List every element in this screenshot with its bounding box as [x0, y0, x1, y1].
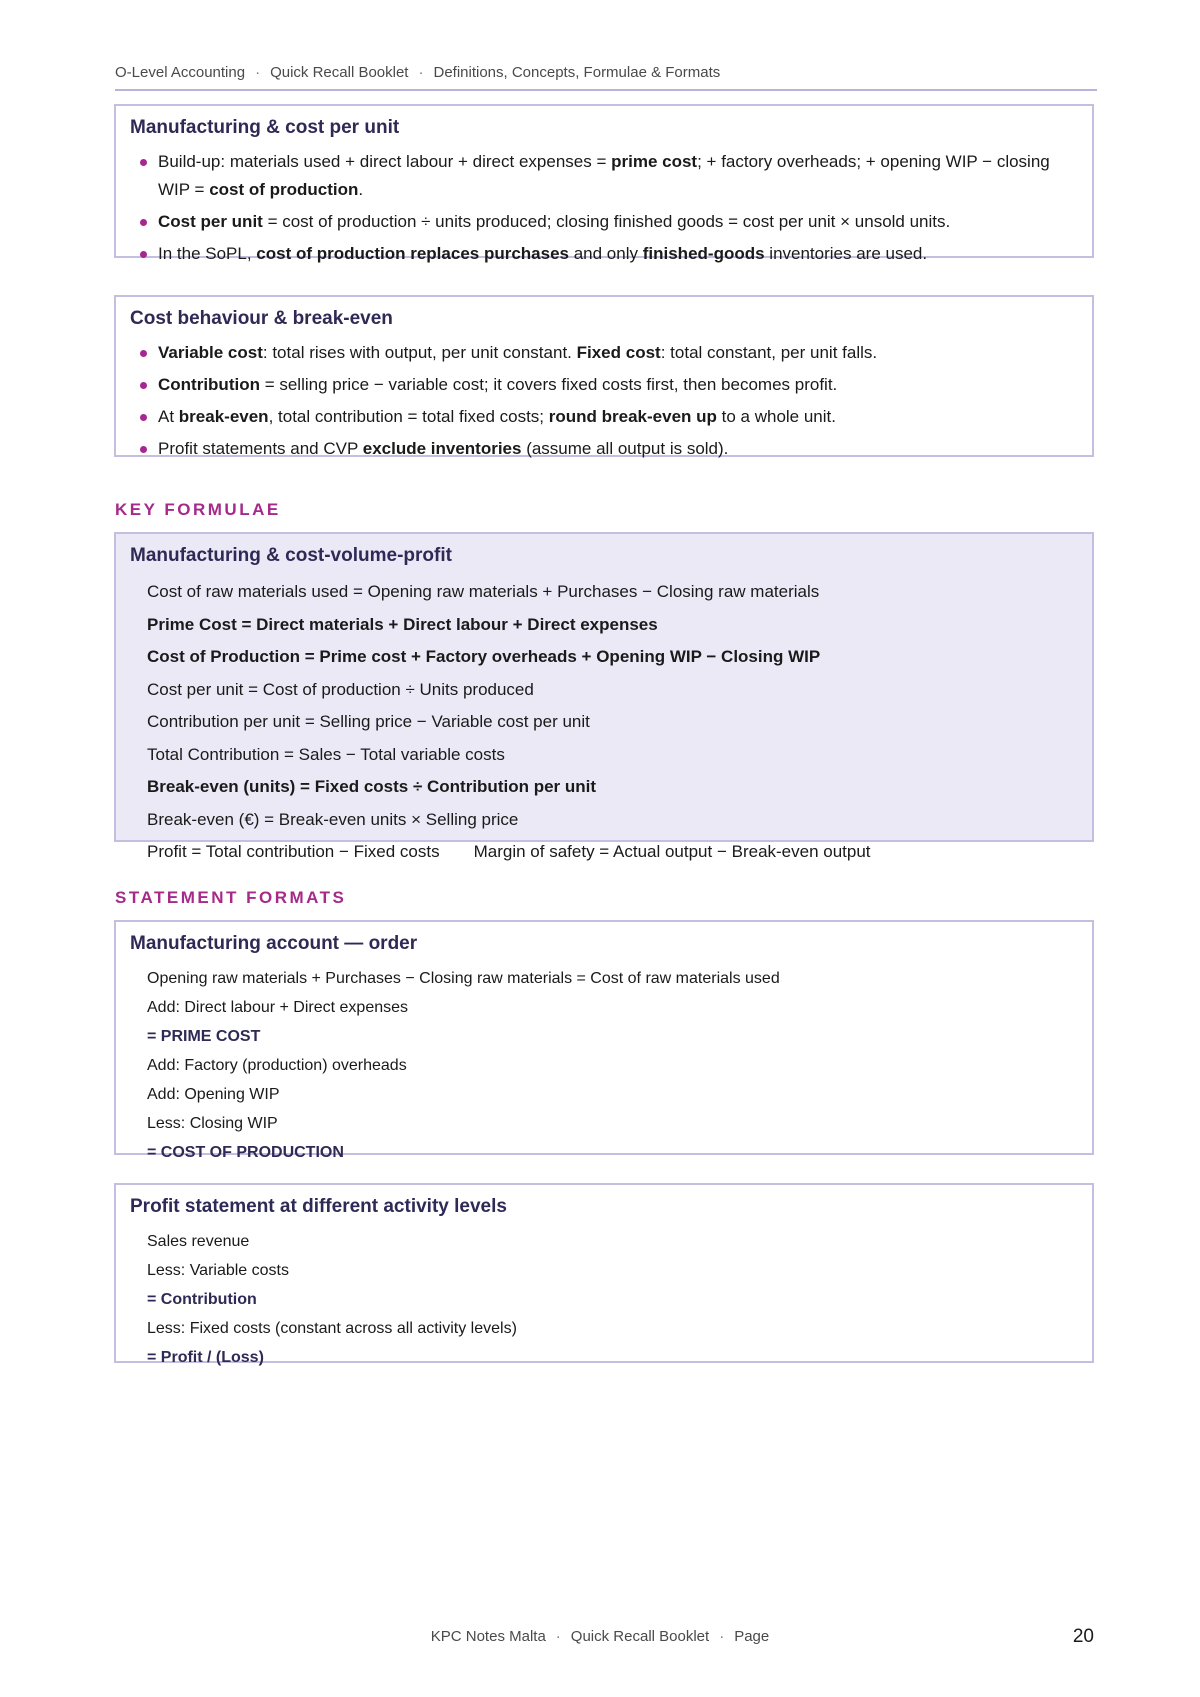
- format-total-line: = COST OF PRODUCTION: [147, 1144, 344, 1161]
- format-total-line: = PRIME COST: [147, 1028, 261, 1045]
- header-separator: ·: [418, 64, 424, 81]
- bullet-dot-icon: [140, 350, 147, 357]
- bullet-text: .: [358, 180, 364, 199]
- format-total-line: = Contribution: [147, 1291, 257, 1308]
- bullet-list: [130, 339, 1078, 463]
- format-line: Less: Variable costs: [147, 1262, 289, 1279]
- header-booklet: Quick Recall Booklet: [270, 64, 409, 81]
- format-line: Add: Factory (production) overheads: [147, 1057, 407, 1074]
- formula-line: Contribution per unit = Selling price − Variable cost per unit: [147, 712, 590, 731]
- bold-term: Fixed cost: [576, 343, 661, 362]
- bullet-dot-icon: [140, 382, 147, 389]
- bullet-item: [130, 240, 1078, 268]
- header-subject: O-Level Accounting: [115, 64, 246, 81]
- bullet-text: : total constant, per unit falls.: [660, 343, 878, 362]
- bullet-item: [130, 403, 1078, 431]
- bold-term: Contribution: [158, 375, 260, 394]
- format-total-line: = Profit / (Loss): [147, 1349, 264, 1366]
- formulae-box: [114, 532, 1094, 861]
- bullet-item: [130, 148, 1078, 204]
- formula-list: [130, 576, 1078, 836]
- header-separator: ·: [255, 64, 261, 81]
- bold-term: cost of production: [209, 180, 359, 199]
- format-line: Add: Direct labour + Direct expenses: [147, 999, 409, 1016]
- bullet-text: inventories are used.: [764, 244, 928, 263]
- formula-line: Cost of raw materials used = Opening raw materials + Purchases − Closing raw materials: [147, 582, 820, 601]
- page-footer: [0, 1628, 1200, 1645]
- formula-line: Cost per unit = Cost of production ÷ Units produced: [147, 679, 534, 699]
- bold-term: finished-goods: [642, 244, 765, 263]
- bullet-item: [130, 339, 1078, 367]
- margin-of-safety-formula: Margin of safety = Actual output − Break-even output: [473, 842, 871, 861]
- running-header: [115, 64, 1097, 91]
- header-topic: Definitions, Concepts, Formulae & Formats: [433, 64, 721, 81]
- bullet-dot-icon: [140, 446, 147, 453]
- statement-formats-heading: STATEMENT FORMATS: [115, 888, 347, 907]
- format-list: [130, 964, 1078, 1167]
- bullet-text: (assume all output is sold).: [521, 439, 729, 458]
- format-line: Sales revenue: [147, 1233, 250, 1250]
- format-line: Opening raw materials + Purchases − Closing raw materials = Cost of raw materials used: [147, 970, 780, 987]
- footer-publisher: KPC Notes Malta: [430, 1628, 546, 1645]
- footer-separator: ·: [719, 1628, 725, 1645]
- bullet-text: : total rises with output, per unit constant.: [262, 343, 577, 362]
- format-line: Add: Opening WIP: [147, 1086, 280, 1103]
- footer-page-label: Page: [734, 1628, 770, 1645]
- box-title: Manufacturing & cost-volume-profit: [130, 545, 452, 566]
- footer-booklet: Quick Recall Booklet: [570, 1628, 710, 1645]
- bullet-text: In the SoPL,: [158, 244, 257, 263]
- bold-term: prime cost: [611, 152, 698, 171]
- bullet-text: and only: [569, 244, 643, 263]
- key-formulae-heading: KEY FORMULAE: [115, 500, 281, 519]
- bullet-dot-icon: [140, 251, 147, 258]
- bullet-item: [130, 208, 1078, 236]
- bullet-text: At: [158, 407, 179, 426]
- bullet-text: Build-up: materials used + direct labour + direct expenses =: [158, 152, 612, 171]
- format-line: Less: Closing WIP: [147, 1115, 278, 1132]
- bullet-text: Profit statements and CVP: [158, 439, 363, 458]
- footer-separator: ·: [555, 1628, 561, 1645]
- format-list: [130, 1227, 1078, 1372]
- profit-formula: Profit = Total contribution − Fixed costs: [147, 842, 440, 861]
- formula-line: Cost of Production = Prime cost + Factory overheads + Opening WIP − Closing WIP: [147, 647, 821, 666]
- manufacturing-box: [114, 104, 1094, 263]
- bullet-dot-icon: [140, 159, 147, 166]
- bold-term: break-even: [178, 407, 269, 426]
- formula-line: Break-even (units) = Fixed costs ÷ Contribution per unit: [147, 777, 597, 796]
- bold-term: Variable cost: [158, 343, 263, 362]
- box-title: Manufacturing & cost per unit: [130, 117, 400, 138]
- box-title: Cost behaviour & break-even: [130, 308, 393, 329]
- formula-line: [147, 836, 1078, 869]
- bold-term: Cost per unit: [158, 212, 263, 231]
- formula-line: Total Contribution = Sales − Total variable costs: [147, 744, 505, 764]
- bullet-text: , total contribution = total fixed costs;: [268, 407, 549, 426]
- bullet-text: ; + factory overheads; + opening WIP − closing WIP =: [158, 152, 1050, 199]
- bullet-item: [130, 435, 1078, 463]
- bullet-item: [130, 371, 1078, 399]
- cost-behaviour-box: [114, 295, 1094, 457]
- bullet-text: = cost of production ÷ units produced; closing finished goods = cost per unit × unsold units.: [262, 212, 951, 231]
- bullet-dot-icon: [140, 414, 147, 421]
- bullet-text: = selling price − variable cost; it covers fixed costs first, then becomes profit.: [259, 375, 838, 394]
- format-line: Less: Fixed costs (constant across all activity levels): [147, 1320, 517, 1337]
- bullet-text: to a whole unit.: [716, 407, 836, 426]
- formula-line: Break-even (€) = Break-even units × Selling price: [147, 809, 519, 829]
- box-title: Profit statement at different activity levels: [130, 1196, 507, 1217]
- bullet-dot-icon: [140, 219, 147, 226]
- manufacturing-account-box: [114, 920, 1094, 1161]
- box-title: Manufacturing account — order: [130, 933, 418, 954]
- bold-term: cost of production replaces purchases: [256, 244, 569, 263]
- bullet-list: [130, 148, 1078, 268]
- bold-term: exclude inventories: [362, 439, 522, 458]
- bold-term: round break-even up: [548, 407, 717, 426]
- page-number: 20: [1072, 1626, 1094, 1647]
- profit-statement-box: [114, 1183, 1094, 1366]
- formula-line: Prime Cost = Direct materials + Direct labour + Direct expenses: [147, 614, 658, 634]
